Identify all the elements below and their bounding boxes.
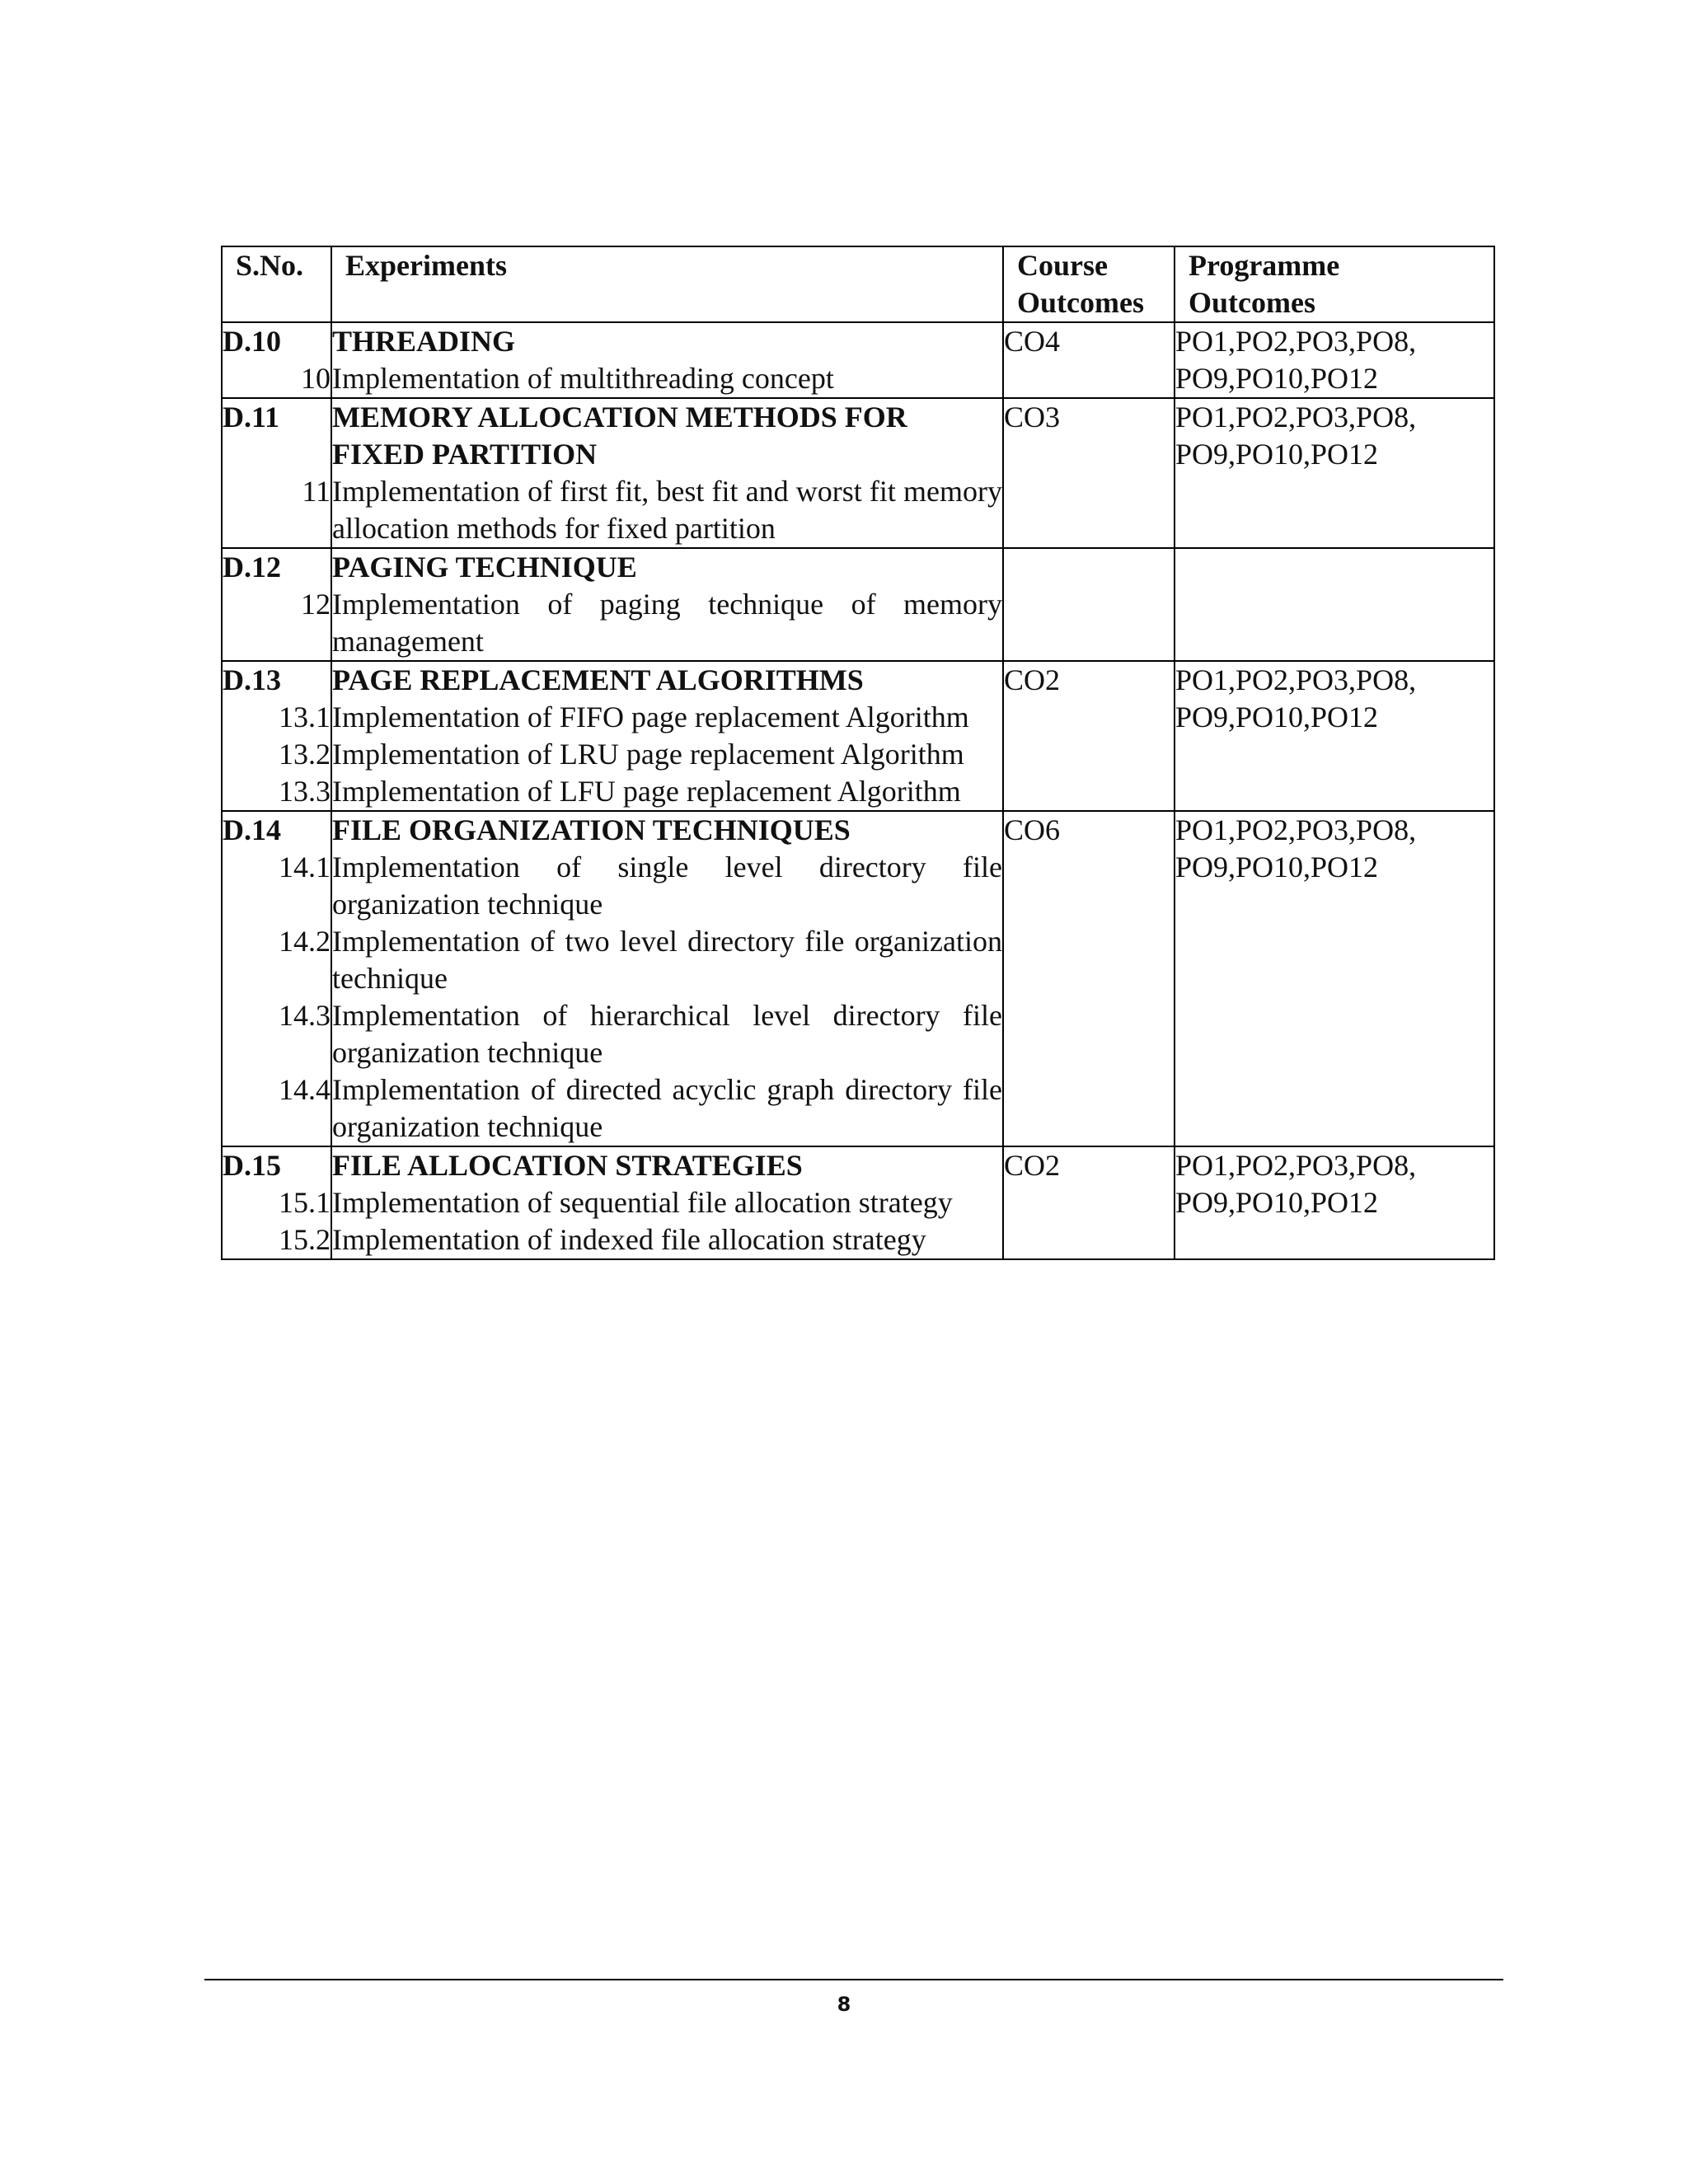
header-programme-outcomes-line1: Programme [1189, 249, 1340, 282]
course-outcome-cell [1003, 1146, 1175, 1259]
programme-outcome-cell [1175, 811, 1494, 1146]
programme-outcome-cell [1175, 398, 1494, 548]
course-outcome: CO2 [1004, 663, 1061, 696]
section-id: D.11 [223, 401, 280, 434]
header-sno-label: S.No. [236, 249, 304, 282]
header-experiments [331, 246, 1003, 322]
programme-outcome-cell [1175, 548, 1494, 661]
sno-cell [222, 1146, 331, 1259]
header-course-outcomes-line1: Course [1017, 249, 1108, 282]
experiment-number: 10 [301, 362, 331, 395]
experiment-item: Implementation of LRU page replacement Algorithm [332, 738, 964, 771]
experiment-title: PAGE REPLACEMENT ALGORITHMS [332, 663, 864, 696]
section-id: D.12 [223, 551, 281, 583]
experiment-cell [331, 661, 1003, 811]
section-id: D.15 [223, 1149, 281, 1182]
experiment-number: 14.4 [279, 1073, 331, 1106]
table-row [222, 1146, 1494, 1259]
experiment-item: Implementation of hierarchical level directory file organization technique [332, 999, 1002, 1069]
experiment-cell [331, 548, 1003, 661]
experiment-item: Implementation of multithreading concept [332, 362, 834, 395]
experiment-title: MEMORY ALLOCATION METHODS FOR FIXED PARTITION [332, 401, 907, 471]
header-course-outcomes-line2: Outcomes [1017, 286, 1144, 319]
experiment-number: 13.3 [279, 775, 331, 808]
experiment-title: PAGING TECHNIQUE [332, 551, 637, 583]
table-body [222, 322, 1494, 1259]
course-outcome: CO2 [1004, 1149, 1061, 1182]
table-row [222, 661, 1494, 811]
sno-cell [222, 398, 331, 548]
sno-cell [222, 548, 331, 661]
experiment-number: 13.1 [279, 701, 331, 733]
experiment-title: THREADING [332, 325, 516, 358]
experiment-item: Implementation of two level directory file organization technique [332, 925, 1002, 995]
experiment-number: 14.1 [279, 851, 331, 883]
experiment-item: Implementation of directed acyclic graph directory file organization technique [332, 1073, 1002, 1143]
experiment-item: Implementation of first fit, best fit and worst fit memory allocation methods for fixed partition [332, 475, 1002, 545]
experiment-cell [331, 322, 1003, 398]
experiment-item: Implementation of sequential file allocation strategy [332, 1186, 953, 1219]
experiment-item: Implementation of LFU page replacement Algorithm [332, 775, 961, 808]
experiment-number: 15.2 [279, 1223, 331, 1256]
header-course-outcomes [1003, 246, 1175, 322]
programme-outcome-line: PO9,PO10,PO12 [1175, 701, 1379, 733]
experiment-number: 13.2 [279, 738, 331, 771]
sno-cell [222, 811, 331, 1146]
programme-outcome-line: PO9,PO10,PO12 [1175, 362, 1379, 395]
programme-outcome-line: PO1,PO2,PO3,PO8, [1175, 325, 1417, 358]
experiment-title: FILE ALLOCATION STRATEGIES [332, 1149, 803, 1182]
programme-outcome-line: PO1,PO2,PO3,PO8, [1175, 813, 1417, 846]
table-row [222, 548, 1494, 661]
header-experiments-label: Experiments [345, 249, 507, 282]
course-outcome-cell [1003, 548, 1175, 661]
course-outcome: CO4 [1004, 325, 1061, 358]
experiment-item: Implementation of FIFO page replacement Algorithm [332, 701, 969, 733]
experiment-title: FILE ORGANIZATION TECHNIQUES [332, 813, 851, 846]
footer-rule [204, 1979, 1503, 1980]
course-outcome-cell [1003, 811, 1175, 1146]
experiment-cell [331, 811, 1003, 1146]
experiment-item: Implementation of single level directory file organization technique [332, 851, 1002, 921]
experiment-number: 12 [301, 588, 331, 621]
header-sno [222, 246, 331, 322]
experiment-item: Implementation of paging technique of memory management [332, 588, 1002, 658]
programme-outcome-line: PO9,PO10,PO12 [1175, 1186, 1379, 1219]
table-row [222, 322, 1494, 398]
table-row [222, 811, 1494, 1146]
programme-outcome-line: PO9,PO10,PO12 [1175, 438, 1379, 471]
experiment-number: 15.1 [279, 1186, 331, 1219]
experiment-cell [331, 1146, 1003, 1259]
section-id: D.13 [223, 663, 281, 696]
header-programme-outcomes [1175, 246, 1494, 322]
experiment-item: Implementation of indexed file allocation strategy [332, 1223, 926, 1256]
course-outcome: CO3 [1004, 401, 1061, 434]
page-number: 8 [837, 1993, 851, 2016]
experiment-number: 14.3 [279, 999, 331, 1032]
experiment-cell [331, 398, 1003, 548]
title-spacer [223, 436, 331, 473]
course-outcome-cell [1003, 398, 1175, 548]
course-outcome-cell [1003, 322, 1175, 398]
programme-outcome-line: PO9,PO10,PO12 [1175, 851, 1379, 883]
experiment-number: 11 [302, 475, 331, 508]
programme-outcome-cell [1175, 661, 1494, 811]
programme-outcome-cell [1175, 1146, 1494, 1259]
table-header-row [222, 246, 1494, 322]
sno-cell [222, 322, 331, 398]
header-programme-outcomes-line2: Outcomes [1189, 286, 1315, 319]
programme-outcome-line: PO1,PO2,PO3,PO8, [1175, 663, 1417, 696]
programme-outcome-line: PO1,PO2,PO3,PO8, [1175, 1149, 1417, 1182]
experiments-table [221, 246, 1495, 1260]
programme-outcome-cell [1175, 322, 1494, 398]
section-id: D.14 [223, 813, 281, 846]
table-row [222, 398, 1494, 548]
sno-cell [222, 661, 331, 811]
course-outcome-cell [1003, 661, 1175, 811]
programme-outcome-line: PO1,PO2,PO3,PO8, [1175, 401, 1417, 434]
section-id: D.10 [223, 325, 281, 358]
course-outcome: CO6 [1004, 813, 1061, 846]
experiment-number: 14.2 [279, 925, 331, 958]
